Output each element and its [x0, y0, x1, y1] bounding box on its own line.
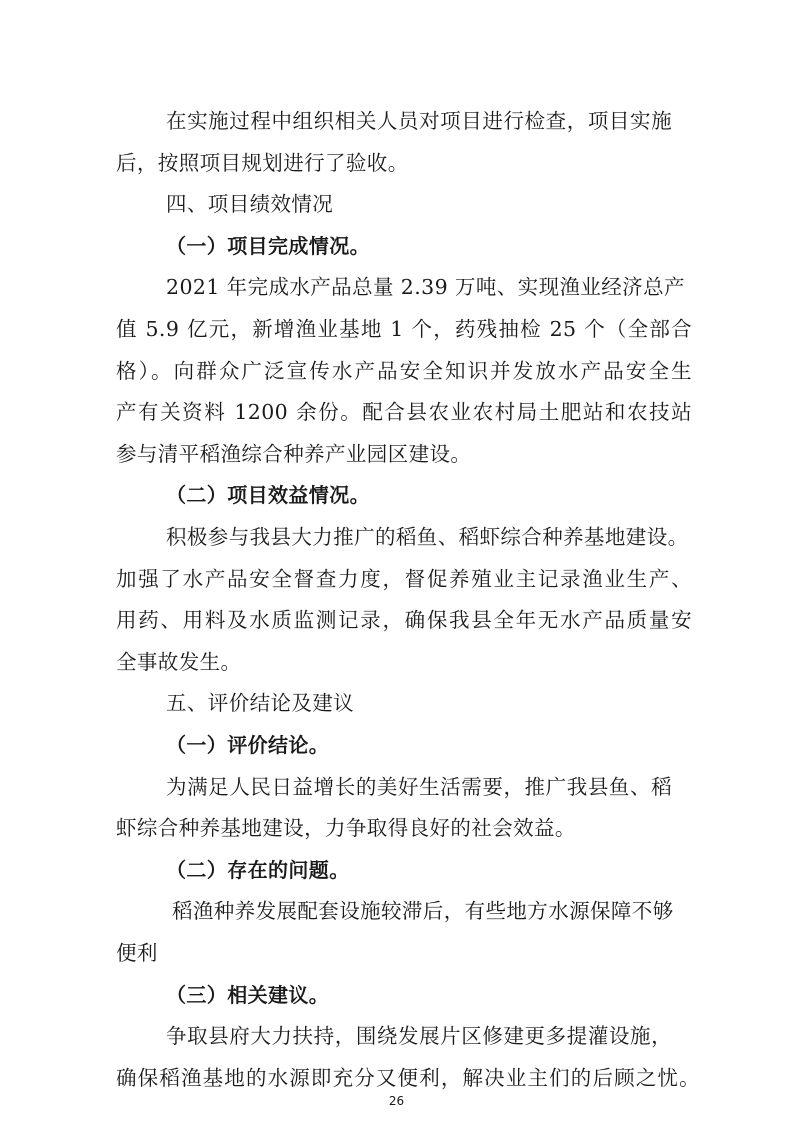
page-number: 26 [388, 1094, 405, 1108]
paragraph-line: 加强了水产品安全督查力度，督促养殖业主记录渔业生产、 [116, 567, 692, 591]
paragraph-line: 2021 年完成水产品总量 2.39 万吨、实现渔业经济总产 [166, 275, 685, 299]
subsection-heading: （二）项目效益情况。 [166, 483, 370, 507]
subsection-heading: （三）相关建议。 [166, 983, 330, 1007]
section-heading-four: 四、项目绩效情况 [166, 192, 334, 216]
paragraph-line: 便利 [116, 941, 158, 965]
section-heading-five: 五、评价结论及建议 [166, 691, 355, 715]
subsection-heading: （一）评价结论。 [166, 733, 330, 757]
paragraph-line: 参与清平稻渔综合种养产业园区建设。 [116, 442, 472, 466]
paragraph-line: 为满足人民日益增长的美好生活需要，推广我县鱼、稻 [166, 775, 672, 799]
paragraph-line: 争取县府大力扶持，围绕发展片区修建更多提灌设施， [166, 1024, 672, 1048]
subsection-heading: （一）项目完成情况。 [166, 234, 370, 258]
paragraph-line: 后，按照项目规划进行了验收。 [116, 151, 409, 175]
paragraph-line: 积极参与我县大力推广的稻鱼、稻虾综合种养基地建设。 [166, 525, 689, 549]
paragraph-line: 稻渔种养发展配套设施较滞后，有些地方水源保障不够 [172, 899, 674, 923]
paragraph-line: 用药、用料及水质监测记录，确保我县全年无水产品质量安 [116, 608, 692, 632]
paragraph-line: 虾综合种养基地建设，力争取得良好的社会效益。 [116, 816, 576, 840]
paragraph-line: 全事故发生。 [116, 650, 242, 674]
paragraph-line: 格）。向群众广泛宣传水产品安全知识并发放水产品安全生 [116, 359, 692, 383]
subsection-heading: （二）存在的问题。 [166, 858, 350, 882]
paragraph-line: 确保稻渔基地的水源即充分又便利，解决业主们的后顾之忧。 [116, 1066, 700, 1090]
paragraph-line: 产有关资料 1200 余份。配合县农业农村局土肥站和农技站 [116, 400, 692, 424]
paragraph-line: 值 5.9 亿元，新增渔业基地 1 个，药残抽检 25 个（全部合 [116, 317, 692, 341]
paragraph-line: 在实施过程中组织相关人员对项目进行检查，项目实施 [166, 109, 672, 133]
